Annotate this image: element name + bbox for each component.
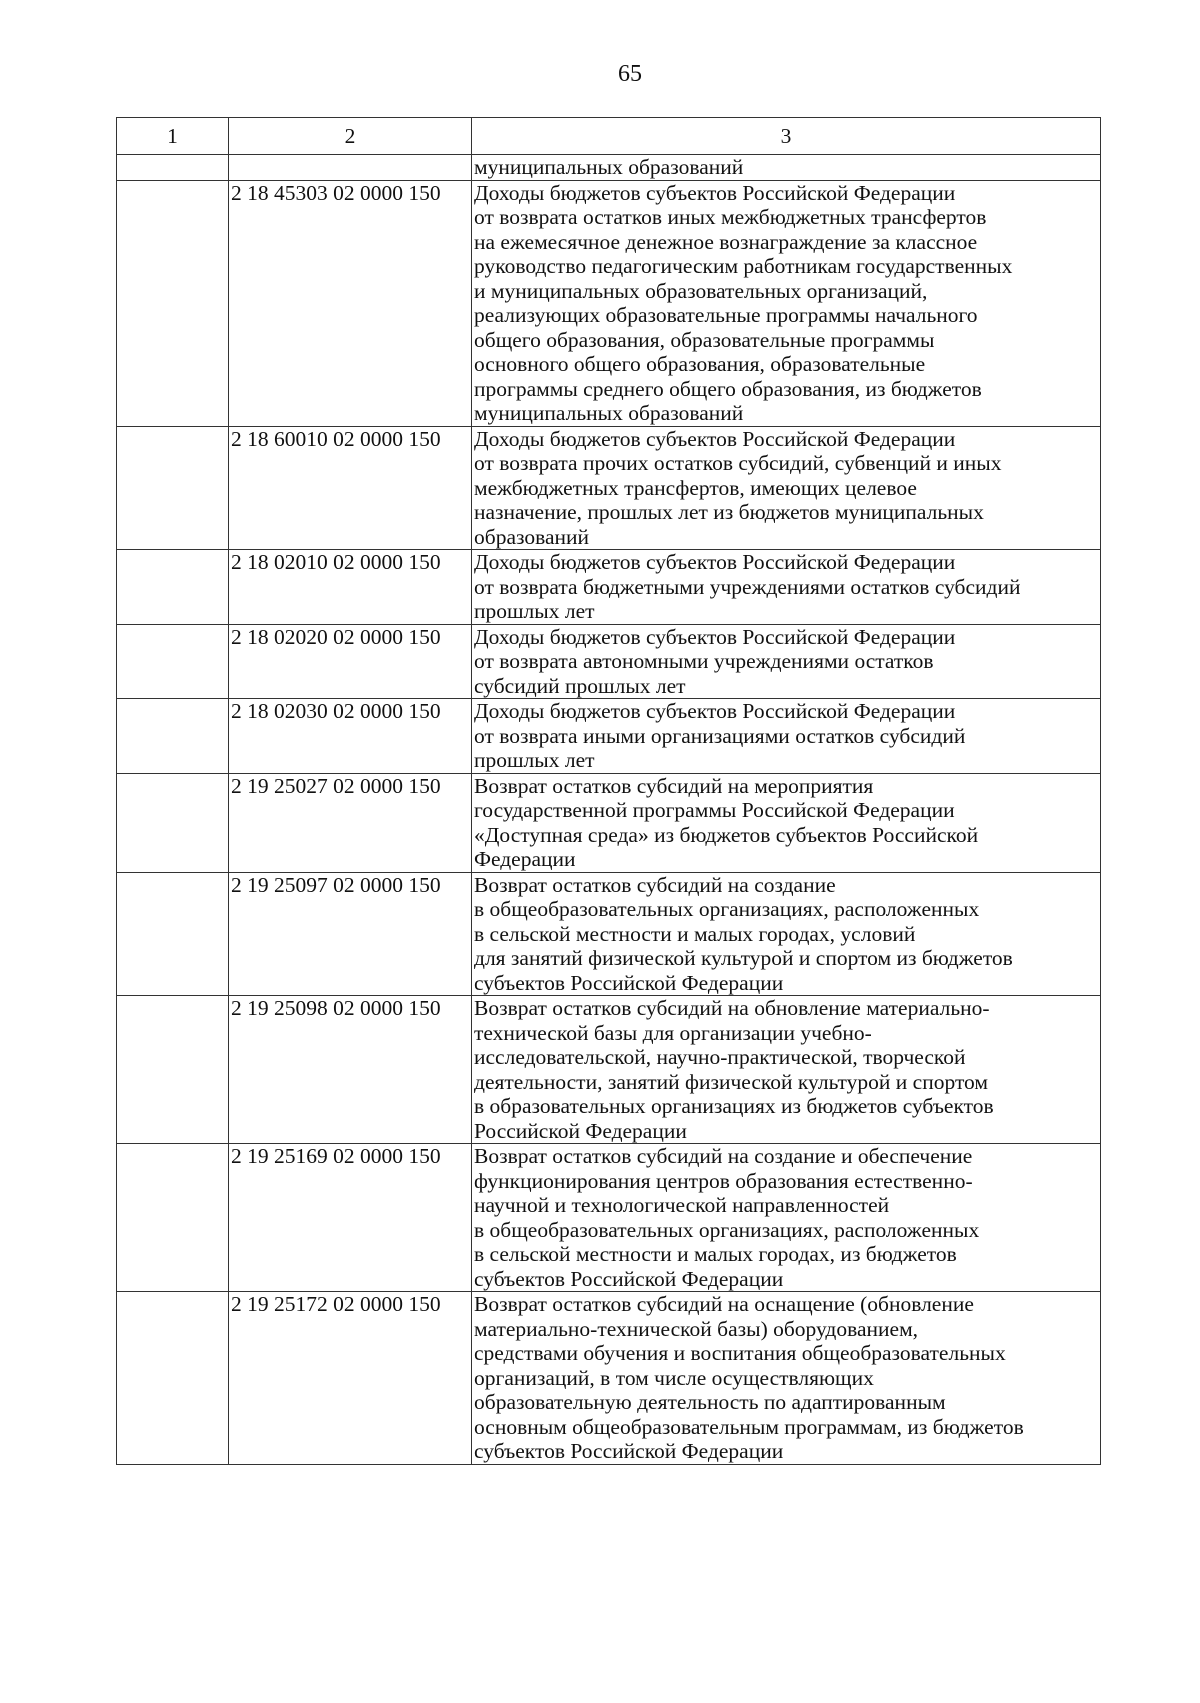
description-line: руководство педагогическим работникам государственных — [474, 254, 1013, 278]
row-number-cell — [117, 180, 229, 426]
description-line: от возврата автономными учреждениями остатков — [474, 649, 934, 673]
description-line: «Доступная среда» из бюджетов субъектов Российской — [474, 822, 979, 847]
description-line: в общеобразовательных организациях, расположенных — [474, 1217, 980, 1242]
description-line: программы среднего общего образования, из бюджетов — [474, 376, 982, 401]
description-line: деятельности, занятий физической культурой и спортом — [474, 1069, 989, 1094]
row-number-cell — [117, 872, 229, 996]
description-line: образований — [474, 524, 590, 549]
description-line: Возврат остатков субсидий на создание — [474, 872, 836, 897]
description-cell — [472, 550, 1101, 625]
description-line: от возврата прочих остатков субсидий, субвенций и иных — [474, 451, 1002, 475]
budget-code-cell: 2 19 25169 02 0000 150 — [229, 1144, 472, 1292]
description-line: субъектов Российской Федерации — [474, 1439, 784, 1463]
description-line: исследовательской, научно-практической, творческой — [474, 1045, 966, 1069]
row-number-cell — [117, 550, 229, 625]
budget-code-cell: 2 19 25172 02 0000 150 — [229, 1292, 472, 1465]
table-row — [117, 872, 1101, 996]
description-line: Доходы бюджетов субъектов Российской Федерации — [474, 180, 956, 205]
description-line: Доходы бюджетов субъектов Российской Федерации — [474, 426, 956, 451]
column-header-2: 2 — [229, 118, 472, 155]
description-line: материально-технической базы) оборудованием, — [474, 1316, 919, 1341]
description-line: Федерации — [474, 847, 576, 871]
table-header-row — [117, 118, 1101, 155]
description-line: субсидий прошлых лет — [474, 673, 686, 698]
description-line: технической базы для организации учебно- — [474, 1020, 872, 1045]
description-line: научной и технологической направленностей — [474, 1193, 890, 1217]
table-row — [117, 550, 1101, 625]
row-number-cell — [117, 996, 229, 1144]
description-line: Доходы бюджетов субъектов Российской Федерации — [474, 699, 956, 723]
row-number-cell — [117, 1292, 229, 1465]
description-line: прошлых лет — [474, 748, 595, 772]
description-line: средствами обучения и воспитания общеобразовательных — [474, 1341, 1006, 1365]
description-cell — [472, 426, 1101, 550]
budget-code-cell: 2 19 25098 02 0000 150 — [229, 996, 472, 1144]
description-line: в общеобразовательных организациях, расположенных — [474, 897, 980, 921]
row-number-cell — [117, 1144, 229, 1292]
description-line: реализующих образовательные программы начального — [474, 303, 978, 327]
table-row — [117, 1292, 1101, 1465]
description-line: Возврат остатков субсидий на создание и обеспечение — [474, 1144, 973, 1168]
table-body — [117, 155, 1101, 1465]
description-line: на ежемесячное денежное вознаграждение за классное — [474, 229, 978, 254]
description-cell — [472, 1144, 1101, 1292]
table-row — [117, 996, 1101, 1144]
description-line: от возврата остатков иных межбюджетных трансфертов — [474, 205, 987, 229]
description-line: от возврата бюджетными учреждениями остатков субсидий — [474, 574, 1021, 599]
budget-code-cell: 2 18 02010 02 0000 150 — [229, 550, 472, 625]
description-cell — [472, 996, 1101, 1144]
description-cell — [472, 699, 1101, 774]
page-number: 65 — [618, 61, 642, 87]
description-line: в образовательных организациях из бюджетов субъектов — [474, 1094, 994, 1118]
table-row — [117, 180, 1101, 426]
description-cell — [472, 872, 1101, 996]
description-line: основного общего образования, образовательные — [474, 352, 926, 376]
description-line: государственной программы Российской Федерации — [474, 798, 955, 822]
description-cell — [472, 155, 1101, 181]
table-row — [117, 699, 1101, 774]
budget-code-cell: 2 18 02030 02 0000 150 — [229, 699, 472, 774]
description-line: в сельской местности и малых городах, условий — [474, 921, 916, 946]
row-number-cell — [117, 624, 229, 699]
description-cell — [472, 624, 1101, 699]
table-row — [117, 155, 1101, 181]
description-cell — [472, 180, 1101, 426]
budget-code-cell — [229, 155, 472, 181]
description-line: Возврат остатков субсидий на обновление материально- — [474, 996, 990, 1020]
table-row — [117, 426, 1101, 550]
description-line: и муниципальных образовательных организаций, — [474, 278, 928, 303]
description-cell — [472, 1292, 1101, 1465]
description-line: в сельской местности и малых городах, из бюджетов — [474, 1242, 957, 1266]
description-line: для занятий физической культурой и спортом из бюджетов — [474, 946, 1013, 970]
description-line: организаций, в том числе осуществляющих — [474, 1365, 874, 1390]
budget-code-cell: 2 19 25097 02 0000 150 — [229, 872, 472, 996]
column-header-1: 1 — [117, 118, 229, 155]
description-line: от возврата иными организациями остатков субсидий — [474, 723, 966, 748]
description-cell — [472, 773, 1101, 872]
table-row — [117, 773, 1101, 872]
description-line: муниципальных образований — [474, 401, 744, 425]
budget-code-cell: 2 19 25027 02 0000 150 — [229, 773, 472, 872]
budget-code-cell: 2 18 02020 02 0000 150 — [229, 624, 472, 699]
description-line: образовательную деятельность по адаптированным — [474, 1390, 946, 1414]
description-line: Возврат остатков субсидий на оснащение (обновление — [474, 1292, 974, 1316]
description-line: межбюджетных трансфертов, имеющих целевое — [474, 475, 917, 500]
description-line: Доходы бюджетов субъектов Российской Федерации — [474, 624, 956, 649]
description-line: назначение, прошлых лет из бюджетов муниципальных — [474, 500, 984, 524]
description-line: общего образования, образовательные программы — [474, 327, 935, 352]
budget-code-cell: 2 18 60010 02 0000 150 — [229, 426, 472, 550]
row-number-cell — [117, 699, 229, 774]
description-line: функционирования центров образования естественно- — [474, 1168, 973, 1193]
description-line: основным общеобразовательным программам, из бюджетов — [474, 1414, 1024, 1439]
description-line: субъектов Российской Федерации — [474, 1266, 784, 1291]
description-line: Возврат остатков субсидий на мероприятия — [474, 773, 874, 798]
column-header-3: 3 — [472, 118, 1101, 155]
description-line: Доходы бюджетов субъектов Российской Федерации — [474, 550, 956, 574]
row-number-cell — [117, 426, 229, 550]
description-line: Российской Федерации — [474, 1118, 687, 1143]
row-number-cell — [117, 773, 229, 872]
description-line: субъектов Российской Федерации — [474, 970, 784, 995]
row-number-cell — [117, 155, 229, 181]
description-line: муниципальных образований — [474, 155, 744, 179]
budget-code-cell: 2 18 45303 02 0000 150 — [229, 180, 472, 426]
table-row — [117, 624, 1101, 699]
budget-codes-table — [116, 117, 1101, 1465]
description-line: прошлых лет — [474, 599, 595, 623]
table-row — [117, 1144, 1101, 1292]
